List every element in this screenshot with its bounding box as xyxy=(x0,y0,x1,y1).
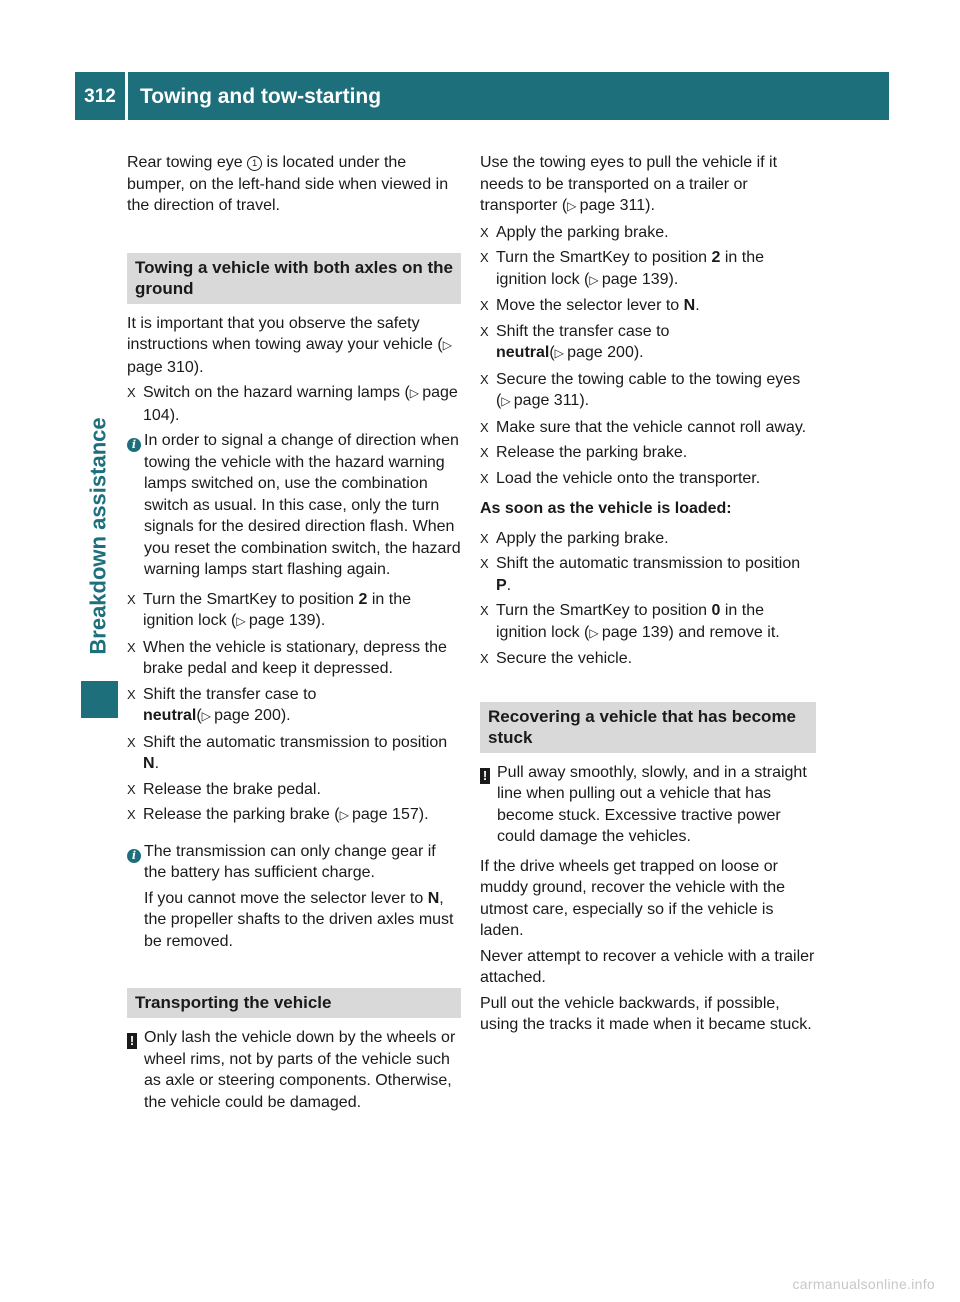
step-text-part: . xyxy=(506,576,512,594)
step-text-part: Shift the automatic transmission to position xyxy=(143,733,448,751)
step-text-part: . xyxy=(695,297,700,314)
step-value: neutral xyxy=(496,344,550,361)
warning-note-text: Only lash the vehicle down by the wheels or wheel rims, not by parts of the vehicle such as axle or steering components. Otherwise, the vehicle could be damaged. xyxy=(144,1029,456,1111)
step-item xyxy=(480,600,816,644)
step-marker-icon: X xyxy=(127,639,136,655)
step-text-part: in the ignition lock ( xyxy=(143,590,412,629)
side-tab xyxy=(86,350,112,722)
step-marker-icon: X xyxy=(480,530,489,546)
step-text: Apply the parking brake. xyxy=(496,223,669,241)
step-item xyxy=(127,779,461,801)
header-divider xyxy=(125,72,128,120)
page-ref-icon: ▷ xyxy=(442,338,452,352)
step-item xyxy=(480,247,816,291)
page-ref-icon: ▷ xyxy=(567,199,577,213)
page-ref-icon: ▷ xyxy=(201,709,211,723)
step-text-part: ( xyxy=(196,707,202,724)
info-note-text-part: , the propeller shafts to the driven axles must be removed. xyxy=(144,889,454,950)
body-paragraph: Never attempt to recover a vehicle with a trailer attached. xyxy=(480,947,815,986)
step-marker-icon: X xyxy=(480,224,489,240)
step-text-part: Turn the SmartKey to position xyxy=(496,602,708,619)
step-value: neutral xyxy=(143,707,197,724)
page-ref-link[interactable]: page 311). xyxy=(579,197,655,214)
info-icon: i xyxy=(127,438,141,452)
step-text xyxy=(496,295,816,317)
section-intro-text: It is important that you observe the safety instructions when towing away your vehicle ( xyxy=(127,314,443,353)
side-tab-label: Breakdown assistance xyxy=(86,417,112,655)
step-marker-icon: X xyxy=(480,445,489,460)
info-note xyxy=(127,430,461,585)
page-ref-icon: ▷ xyxy=(589,272,599,287)
transport-intro xyxy=(480,152,816,218)
step-text xyxy=(496,600,816,644)
right-column xyxy=(480,152,816,1040)
step-text xyxy=(143,732,461,775)
info-note-text: The transmission can only change gear if the battery has sufficient charge. xyxy=(144,842,436,881)
page-ref-icon: ▷ xyxy=(501,394,511,408)
step-marker-icon: X xyxy=(480,323,489,339)
step-value: N xyxy=(683,297,696,314)
step-marker-icon: X xyxy=(127,734,136,750)
section-heading-transporting: Transporting the vehicle xyxy=(127,988,461,1018)
page-ref-link[interactable]: page 157). xyxy=(352,806,429,823)
step-text xyxy=(143,804,461,827)
section-heading-towing: Towing a vehicle with both axles on the ground xyxy=(127,253,461,304)
left-column xyxy=(127,152,461,1121)
step-text: Secure the vehicle. xyxy=(496,650,633,667)
page-ref-link[interactable]: page 200). xyxy=(214,707,291,724)
side-tab-marker xyxy=(81,681,118,718)
page-ref-icon: ▷ xyxy=(339,808,349,822)
step-marker-icon: X xyxy=(127,385,136,400)
step-text xyxy=(496,321,816,365)
step-item xyxy=(127,382,461,426)
page-ref-icon: ▷ xyxy=(589,625,599,640)
step-marker-icon: X xyxy=(127,807,136,822)
step-text-part: Secure the towing cable to the towing eyes ( xyxy=(496,370,801,409)
step-text xyxy=(143,382,461,426)
page-ref-link[interactable]: page 104). xyxy=(143,384,458,424)
intro-text: Rear towing eye xyxy=(127,154,243,171)
info-note-text: In order to signal a change of direction when towing the vehicle with the hazard warning lamps switched on, use the combination switch as usual. In this case, only the turn signals for the desired direction flash. When you reset the combination switch, the hazard warning lamps start flashing again. xyxy=(144,432,461,578)
step-value: 2 xyxy=(358,590,368,608)
chapter-title: Towing and tow-starting xyxy=(140,85,382,108)
step-item xyxy=(480,369,816,413)
info-note-value: N xyxy=(427,889,440,907)
warning-note xyxy=(127,1027,461,1117)
step-item xyxy=(480,295,816,317)
info-note-text xyxy=(144,888,461,953)
transport-intro-text: Use the towing eyes to pull the vehicle if it needs to be transported on a trailer or transporter ( xyxy=(480,154,778,214)
step-value: 0 xyxy=(711,602,721,619)
step-marker-icon: X xyxy=(480,298,489,313)
body-paragraph: Pull out the vehicle backwards, if possible, using the tracks it made when it became stuck. xyxy=(480,994,812,1033)
step-marker-icon: X xyxy=(480,556,489,571)
step-item xyxy=(480,222,816,244)
warning-note-text: Pull away smoothly, slowly, and in a straight line when pulling out a vehicle that has become stuck. Excessive tractive power could damage the vehicles. xyxy=(497,763,807,845)
info-note xyxy=(127,841,461,957)
step-text-part: Turn the SmartKey to position xyxy=(496,249,708,266)
section-heading-recovering: Recovering a vehicle that has become stuck xyxy=(480,702,816,753)
step-text: Make sure that the vehicle cannot roll away. xyxy=(496,418,807,436)
step-marker-icon: X xyxy=(480,603,489,618)
step-text-part: Shift the automatic transmission to position xyxy=(496,555,801,572)
info-icon: i xyxy=(127,849,141,863)
page-number: 312 xyxy=(84,86,116,107)
step-item xyxy=(480,321,816,365)
step-marker-icon: X xyxy=(480,651,489,666)
subheading-loaded: As soon as the vehicle is loaded: xyxy=(480,500,732,517)
step-item xyxy=(127,637,461,680)
step-text-part: in the ignition lock ( xyxy=(496,249,765,288)
step-text: Release the brake pedal. xyxy=(143,780,321,798)
step-item xyxy=(480,648,816,670)
step-item xyxy=(127,589,461,633)
step-text-part: . xyxy=(154,755,160,772)
page-ref-icon: ▷ xyxy=(409,386,420,400)
step-text-part: Release the parking brake ( xyxy=(143,806,340,823)
step-text-part: in the ignition lock ( xyxy=(496,602,765,641)
step-text-part: Move the selector lever to xyxy=(496,297,680,314)
step-marker-icon: X xyxy=(127,686,136,702)
step-text-part: Switch on the hazard warning lamps ( xyxy=(143,384,410,401)
step-marker-icon: X xyxy=(480,419,489,435)
step-marker-icon: X xyxy=(480,470,489,486)
step-item xyxy=(480,442,816,464)
step-text xyxy=(143,589,461,633)
step-text xyxy=(143,684,461,728)
step-item xyxy=(480,468,816,490)
step-text xyxy=(496,369,816,413)
page-ref-link[interactable]: page 139). xyxy=(248,612,326,629)
page-ref-link[interactable]: page 310). xyxy=(127,358,204,376)
step-value: P xyxy=(496,576,507,594)
intro-text-cont: is located under the bumper, on the left-hand side when viewed in the direction of travel. xyxy=(127,154,449,214)
page-ref-link[interactable]: page 311). xyxy=(513,392,590,409)
warning-icon: ! xyxy=(480,768,490,784)
step-text: When the vehicle is stationary, depress the brake pedal and keep it depressed. xyxy=(143,638,447,677)
step-value: 2 xyxy=(711,249,721,266)
step-item xyxy=(127,732,461,775)
warning-icon: ! xyxy=(127,1033,137,1049)
info-note-text-part: If you cannot move the selector lever to xyxy=(144,889,424,907)
step-text: Release the parking brake. xyxy=(496,444,688,461)
page-ref-icon: ▷ xyxy=(554,346,564,360)
step-item xyxy=(127,804,461,827)
step-text-part: Shift the transfer case to xyxy=(496,322,670,340)
step-text: Load the vehicle onto the transporter. xyxy=(496,469,761,487)
step-item xyxy=(127,684,461,728)
step-marker-icon: X xyxy=(127,781,136,797)
body-paragraph: If the drive wheels get trapped on loose or muddy ground, recover the vehicle with the utmost care, especially so if the vehicle is laden. xyxy=(480,857,786,939)
callout-1-icon: 1 xyxy=(247,156,262,171)
step-item xyxy=(480,528,816,550)
step-marker-icon: X xyxy=(127,591,136,607)
step-text-part: ( xyxy=(549,344,555,361)
section-intro xyxy=(127,313,461,379)
page-ref-link[interactable]: page 139) and remove it. xyxy=(601,623,780,641)
warning-note xyxy=(480,762,816,852)
intro-paragraph xyxy=(127,152,461,217)
step-text: Apply the parking brake. xyxy=(496,529,669,547)
step-marker-icon: X xyxy=(480,371,489,387)
step-value: N xyxy=(143,755,155,772)
page-ref-link[interactable]: page 139). xyxy=(601,270,679,288)
step-text xyxy=(496,553,816,596)
page-ref-icon: ▷ xyxy=(236,614,246,628)
page-ref-link[interactable]: page 200). xyxy=(567,344,644,361)
step-marker-icon: X xyxy=(480,250,489,265)
watermark: carmanualsonline.info xyxy=(792,1276,935,1292)
step-text xyxy=(496,247,816,291)
step-item xyxy=(480,417,816,439)
step-text-part: Shift the transfer case to xyxy=(143,685,317,703)
step-item xyxy=(480,553,816,596)
step-text-part: Turn the SmartKey to position xyxy=(143,590,355,608)
